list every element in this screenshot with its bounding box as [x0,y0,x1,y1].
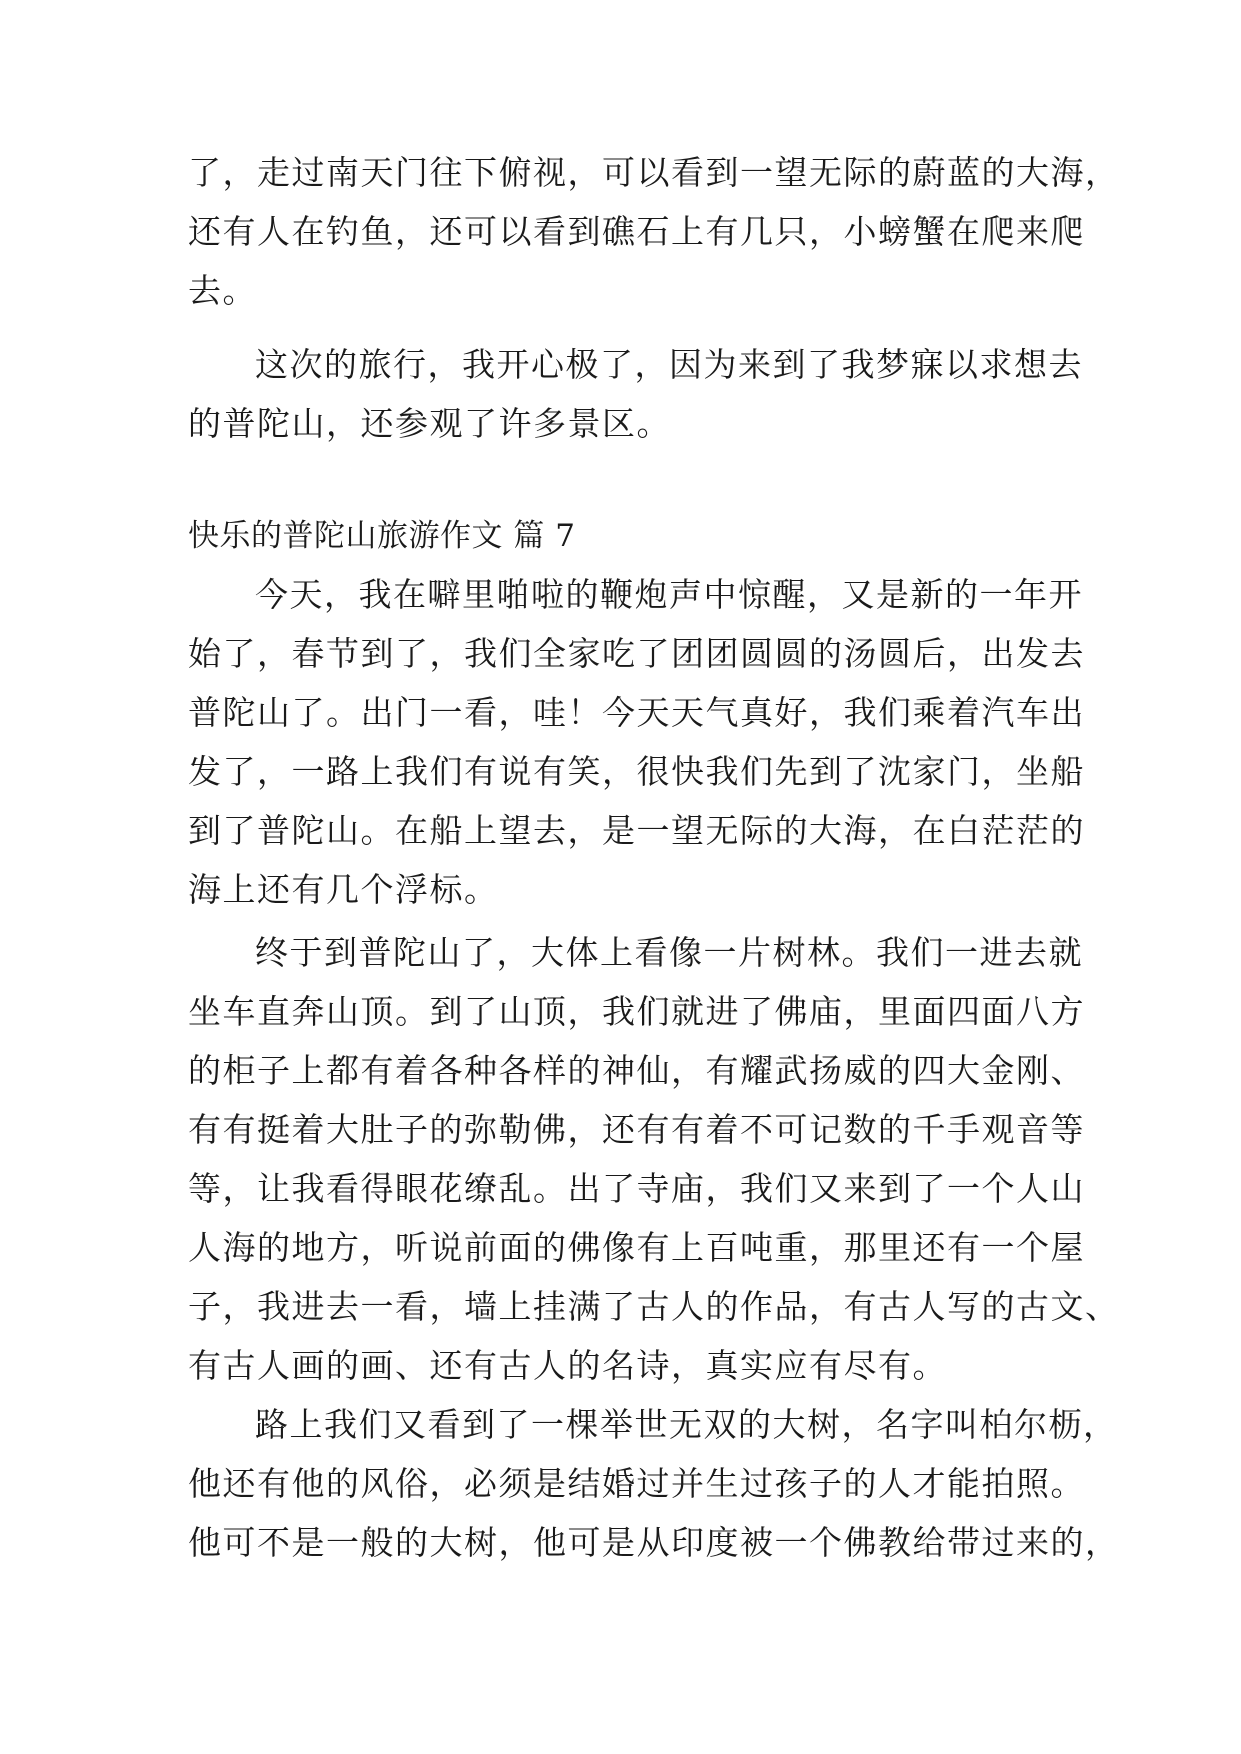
paragraph-first-line: 这次的旅行，我开心极了，因为来到了我梦寐以求想去 [255,345,1083,384]
text-line: 有古人画的画、还有古人的名诗，真实应有尽有。 [188,1346,947,1385]
text-line: 去。 [188,271,257,310]
text-line: 等，让我看得眼花缭乱。出了寺庙，我们又来到了一个人山 [188,1169,1085,1208]
paragraph-first-line: 终于到普陀山了，大体上看像一片树林。我们一进去就 [255,933,1083,972]
paragraph-first-line: 今天，我在噼里啪啦的鞭炮声中惊醒，又是新的一年开 [255,575,1083,614]
text-line: 始了，春节到了，我们全家吃了团团圆圆的汤圆后，出发去 [188,634,1085,673]
text-line: 发了，一路上我们有说有笑，很快我们先到了沈家门，坐船 [188,752,1085,791]
text-line: 的普陀山，还参观了许多景区。 [188,404,671,443]
text-line: 到了普陀山。在船上望去，是一望无际的大海，在白茫茫的 [188,811,1085,850]
text-line: 了，走过南天门往下俯视，可以看到一望无际的蔚蓝的大海， [188,153,1120,192]
text-line: 他还有他的风俗，必须是结婚过并生过孩子的人才能拍照。 [188,1464,1085,1503]
text-line: 他可不是一般的大树，他可是从印度被一个佛教给带过来的， [188,1523,1120,1562]
text-line: 人海的地方，听说前面的佛像有上百吨重，那里还有一个屋 [188,1228,1085,1267]
section-heading: 快乐的普陀山旅游作文 篇 7 [188,518,576,554]
text-line: 普陀山了。出门一看，哇！今天天气真好，我们乘着汽车出 [188,693,1085,732]
text-line: 还有人在钓鱼，还可以看到礁石上有几只，小螃蟹在爬来爬 [188,212,1085,251]
text-line: 的柜子上都有着各种各样的神仙，有耀武扬威的四大金刚、 [188,1051,1085,1090]
text-line: 有有挺着大肚子的弥勒佛，还有有着不可记数的千手观音等 [188,1110,1085,1149]
paragraph-first-line: 路上我们又看到了一棵举世无双的大树，名字叫柏尔枥， [255,1405,1118,1444]
text-line: 坐车直奔山顶。到了山顶，我们就进了佛庙，里面四面八方 [188,992,1085,1031]
text-line: 子，我进去一看，墙上挂满了古人的作品，有古人写的古文、 [188,1287,1120,1326]
text-line: 海上还有几个浮标。 [188,870,499,909]
